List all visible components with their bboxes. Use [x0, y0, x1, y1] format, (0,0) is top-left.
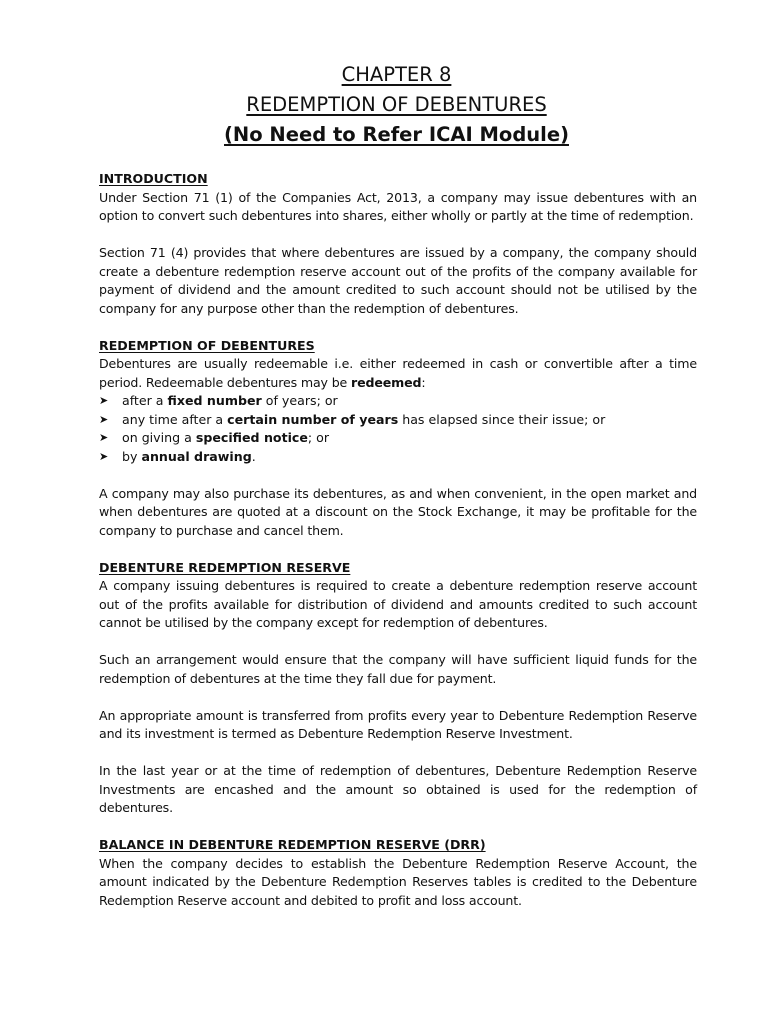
list-item-text	[122, 448, 256, 467]
list-item	[99, 392, 697, 411]
arrow-bullet-icon: ➤	[99, 431, 109, 444]
list-item-text-post: of years; or	[261, 393, 338, 408]
chapter-subtitle: (No Need to Refer ICAI Module)	[224, 123, 569, 146]
drr-heading: DEBENTURE REDEMPTION RESERVE	[99, 559, 351, 575]
list-item-text-bold: fixed number	[167, 393, 262, 408]
list-item-text	[122, 411, 605, 430]
drr-paragraph-1: A company issuing debentures is required to create a debenture redemption reserve account out of the profits available for distribution of dividend and amounts credited to such account cannot be utilised by the company except for redemption of debentures.	[99, 578, 697, 630]
title-block	[96, 60, 697, 150]
balance-heading: BALANCE IN DEBENTURE REDEMPTION RESERVE (DRR)	[99, 837, 486, 852]
drr-section	[99, 559, 697, 818]
list-item-text-post: has elapsed since their issue; or	[398, 411, 606, 427]
drr-paragraph-4: In the last year or at the time of redemption of debentures, Debenture Redemption Reserve Investments are encashed and the amount so obtained is used for the redemption of debentures.	[99, 763, 697, 815]
redemption-methods-list	[99, 392, 697, 466]
balance-paragraph-1: When the company decides to establish the Debenture Redemption Reserve Account, the amount indicated by the Debenture Redemption Reserves tables is credited to the Debenture Redemption Reserve account and debited to profit and loss account.	[99, 855, 697, 908]
introduction-paragraph-2: Section 71 (4) provides that where debentures are issued by a company, the company should create a debenture redemption reserve account out of the profits of the company available for payment of dividend and the amount credited to such account should not be utilised by the company for any purpose other than the redemption of debentures.	[99, 245, 697, 316]
redemption-paragraph-1-text: Debentures are usually redeemable i.e. either redeemed in cash or convertible after a time period. Redeemable debentures may be	[99, 356, 697, 390]
balance-section	[99, 836, 697, 910]
introduction-heading: INTRODUCTION	[99, 171, 208, 186]
list-item	[99, 448, 697, 467]
list-item-text	[122, 429, 329, 448]
redemption-heading: REDEMPTION OF DEBENTURES	[99, 337, 315, 353]
drr-paragraph-3: An appropriate amount is transferred from profits every year to Debenture Redemption Reserve and its investment is termed as Debenture Redemption Reserve Investment.	[99, 707, 697, 741]
list-item-text-pre: any time after a	[122, 411, 228, 427]
list-item-text-bold: annual drawing	[141, 448, 252, 464]
list-item-text-pre: by	[122, 448, 142, 464]
arrow-bullet-icon: ➤	[99, 449, 109, 463]
chapter-number: CHAPTER 8	[341, 63, 452, 86]
document-page	[99, 60, 697, 910]
drr-paragraph-2: Such an arrangement would ensure that the company will have sufficient liquid funds for the redemption of debentures at the time they fall due for payment.	[99, 652, 697, 686]
list-item-text-pre: after a	[122, 393, 168, 408]
introduction-paragraph-1: Under Section 71 (1) of the Companies Act, 2013, a company may issue debentures with an option to convert such debentures into shares, either wholly or partly at the time of redemption.	[99, 189, 697, 223]
redemption-section	[99, 337, 697, 541]
list-item-text-pre: on giving a	[122, 430, 196, 445]
arrow-bullet-icon: ➤	[99, 394, 109, 407]
arrow-bullet-icon: ➤	[99, 412, 109, 426]
redemption-paragraph-2: A company may also purchase its debentures, as and when convenient, in the open market and when debentures are quoted at a discount on the Stock Exchange, it may be profitable for the company to purchase and cancel them.	[99, 485, 697, 538]
list-item-text	[122, 392, 338, 411]
introduction-section	[99, 170, 697, 318]
list-item-text-bold: certain number of years	[227, 411, 399, 427]
list-item	[99, 411, 697, 430]
redemption-paragraph-1-colon: :	[421, 374, 426, 390]
redemption-paragraph-1-bold: redeemed	[351, 374, 422, 390]
list-item-text-bold: specified notice	[195, 430, 308, 445]
list-item-text-post: .	[251, 448, 256, 464]
list-item	[99, 429, 697, 448]
list-item-text-post: ; or	[307, 430, 330, 445]
redemption-paragraph-1	[99, 355, 697, 392]
chapter-title: REDEMPTION OF DEBENTURES	[246, 93, 547, 116]
